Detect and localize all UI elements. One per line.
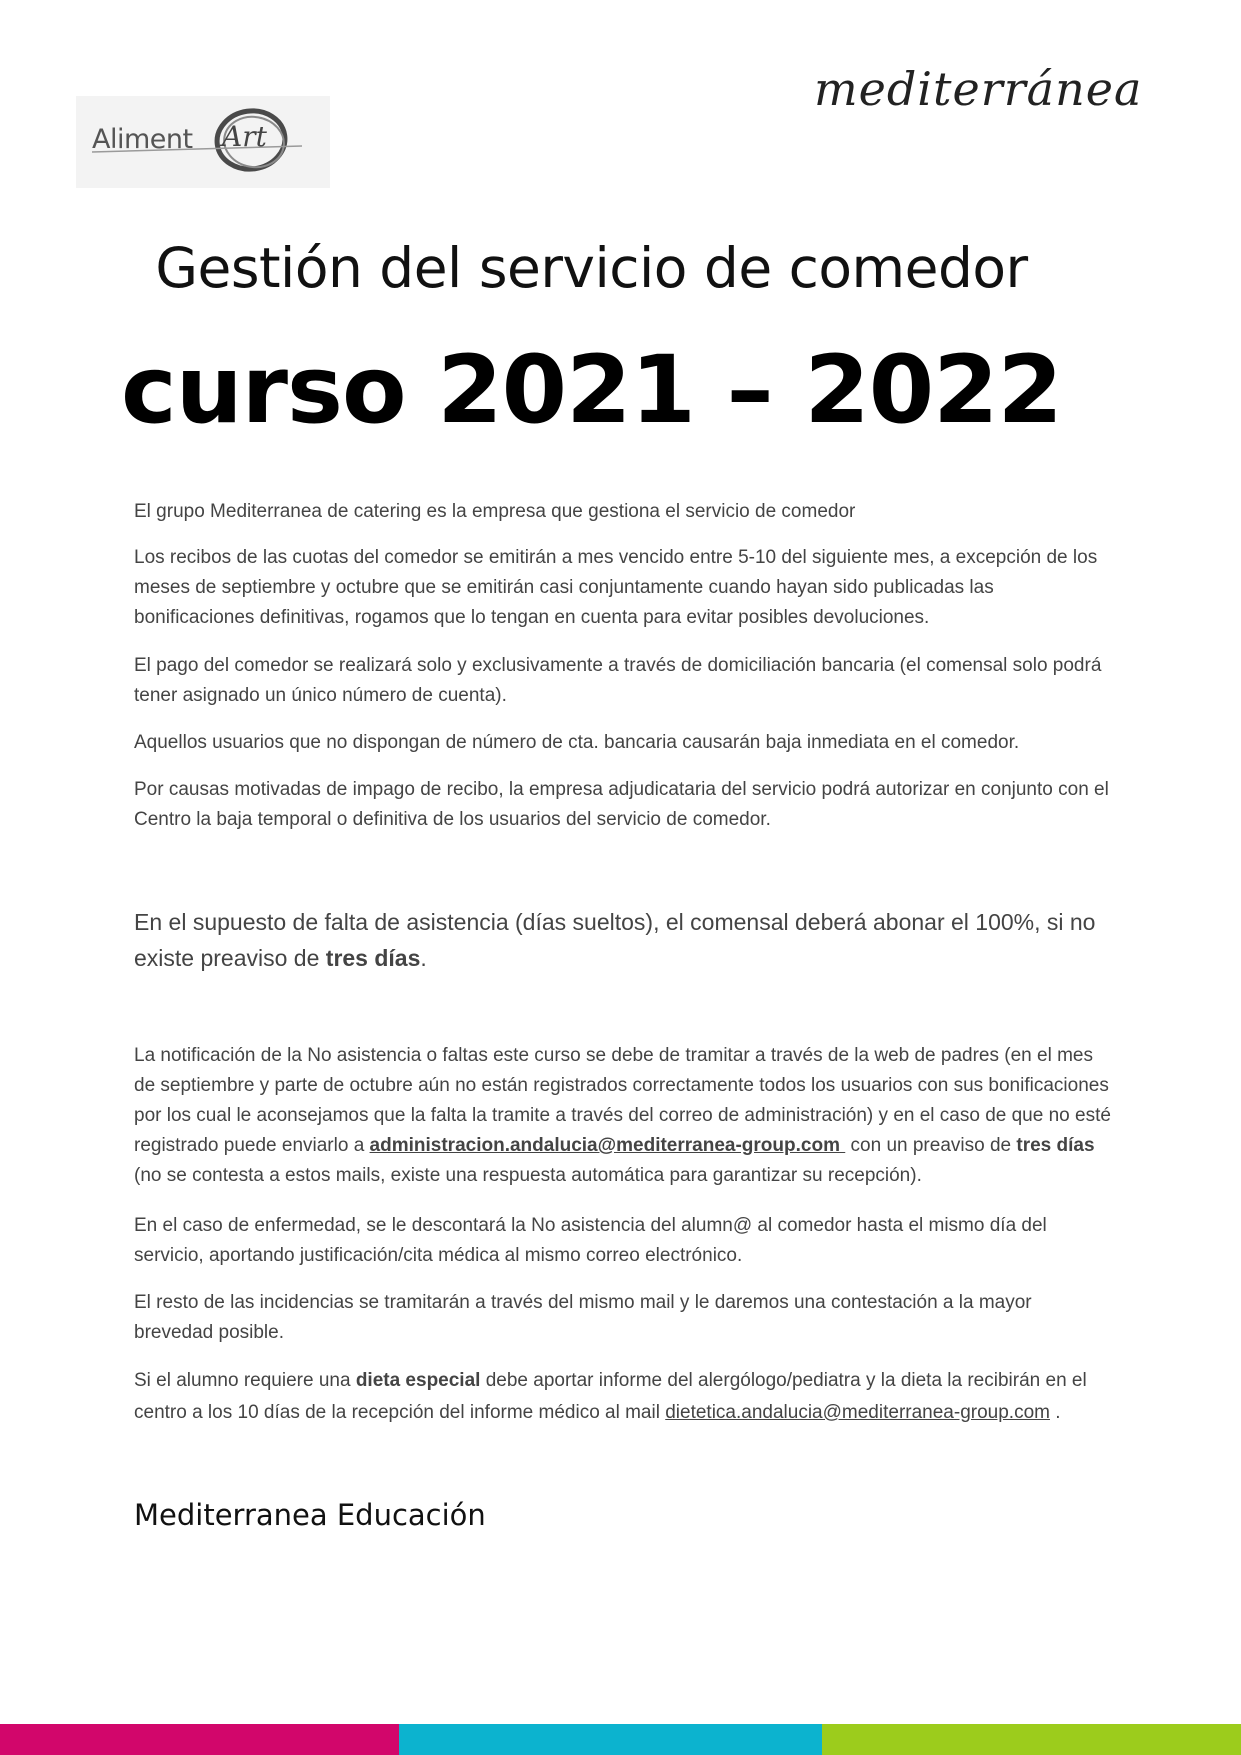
- mediterranea-logo: [814, 62, 1143, 126]
- alimentart-logo: [76, 96, 330, 188]
- logo-left-text: Aliment: [92, 124, 193, 155]
- text-run: .: [420, 945, 427, 971]
- paragraph-text: [134, 904, 1114, 976]
- paragraph-notificacion: [134, 1041, 1114, 1191]
- paragraph-text: Por causas motivadas de impago de recibo, la empresa adjudicataria del servicio podrá autorizar en conjunto con el Centro la baja temporal o definitiva de los usuarios del servicio de comedor.: [134, 779, 1109, 830]
- paragraph-text: El pago del comedor se realizará solo y exclusivamente a través de domiciliación bancaria (el comensal solo podrá tener asignado un único número de cuenta).: [134, 655, 1102, 706]
- paragraph-recibos: [134, 543, 1114, 633]
- paragraph-dieta: [134, 1365, 1114, 1429]
- paragraph-impago: [134, 775, 1114, 835]
- text-run: Si el alumno requiere una: [134, 1370, 356, 1391]
- paragraph-text: En el caso de enfermedad, se le descontará la No asistencia del alumn@ al comedor hasta el mismo día del servicio, aportando justificación/cita médica al mismo correo electrónico.: [134, 1215, 1047, 1266]
- text-run: (no se contesta a estos mails, existe una respuesta automática para garantizar su recepción).: [134, 1165, 922, 1186]
- text-run: La notificación de la No asistencia o faltas este curso se debe de tramitar a través de la web de padres (en el mes de septiembre y parte de octubre aún no están registrados correctamente todos los usuarios con sus bonificaciones por los cual le aconsejamos que la falta la tramite a través del correo de administración) y en el caso de que no esté registrado puede enviarlo a: [134, 1045, 1111, 1156]
- page-subtitle: curso 2021 – 2022: [121, 336, 1062, 445]
- paragraph-falta-asistencia: [134, 904, 1114, 976]
- admin-email-link[interactable]: [370, 1135, 846, 1156]
- logo-left-script: Art: [222, 120, 267, 153]
- footer-bar-green: [822, 1724, 1241, 1755]
- page-title: Gestión del servicio de comedor: [155, 236, 1028, 300]
- paragraph-baja: [134, 728, 1114, 758]
- paragraph-text: Los recibos de las cuotas del comedor se emitirán a mes vencido entre 5-10 del siguiente mes, a excepción de los meses de septiembre y octubre que se emitirán casi conjuntamente cuando hayan sido publicadas las bonificaciones definitivas, rogamos que lo tengan en cuenta para evitar posibles devoluciones.: [134, 547, 1098, 628]
- text-run: debe aportar informe del alergólogo/pediatra y la dieta la recibirán en el centro a los 10 días de la recepción del informe médico al mail: [134, 1370, 1087, 1423]
- signature: Mediterranea Educación: [134, 1498, 486, 1532]
- paragraph-text: El resto de las incidencias se tramitarán a través del mismo mail y le daremos una contestación a la mayor brevedad posible.: [134, 1292, 1032, 1343]
- paragraph-text: El grupo Mediterranea de catering es la empresa que gestiona el servicio de comedor: [134, 501, 856, 522]
- paragraph-intro: [134, 497, 1114, 527]
- paragraph-text: [134, 1365, 1114, 1429]
- text-run: En el supuesto de falta de asistencia (días sueltos), el comensal deberá abonar el 100%, si no existe preaviso de: [134, 909, 1096, 971]
- paragraph-incidencias: [134, 1288, 1114, 1348]
- footer-bar-magenta: [0, 1724, 399, 1755]
- footer-bar-cyan: [399, 1724, 822, 1755]
- logo-right-script: mediterránea: [814, 62, 1143, 116]
- bold-text: tres días: [1016, 1135, 1095, 1156]
- dietetica-email-link[interactable]: dietetica.andalucia@mediterranea-group.com: [665, 1402, 1050, 1423]
- text-run: con un preaviso de: [845, 1135, 1017, 1156]
- text-run: .: [1049, 1402, 1061, 1423]
- bold-text: dieta especial: [355, 1370, 481, 1391]
- paragraph-enfermedad: [134, 1211, 1114, 1271]
- email-text: administracion.andalucia@mediterranea-group.com: [369, 1135, 840, 1156]
- bold-text: tres días: [325, 945, 421, 971]
- paragraph-text: [134, 1041, 1114, 1191]
- paragraph-pago: [134, 651, 1114, 711]
- paragraph-text: Aquellos usuarios que no dispongan de número de cta. bancaria causarán baja inmediata en el comedor.: [134, 732, 1020, 753]
